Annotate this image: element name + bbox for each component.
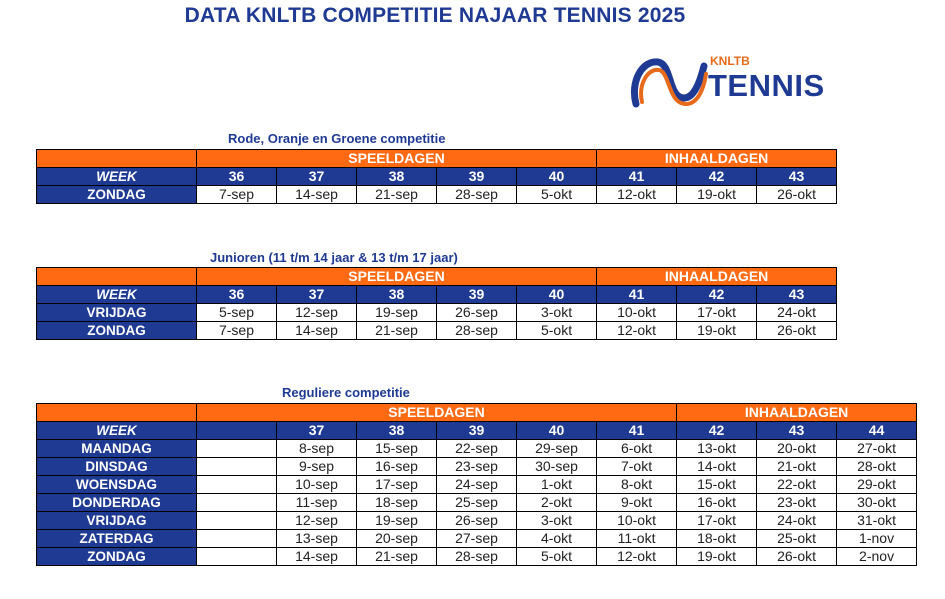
date-cell: 21-sep [357, 186, 437, 204]
date-cell: 20-sep [357, 530, 437, 548]
week-number: 43 [757, 286, 837, 304]
week-number: 41 [597, 168, 677, 186]
date-cell: 5-okt [517, 186, 597, 204]
date-cell: 8-sep [277, 440, 357, 458]
logo-knltb-text: KNLTB [710, 54, 750, 68]
date-cell: 12-okt [597, 322, 677, 340]
date-cell [197, 494, 277, 512]
date-cell: 19-sep [357, 304, 437, 322]
date-cell: 6-okt [597, 440, 677, 458]
day-label: DONDERDAG [37, 494, 197, 512]
date-cell: 26-okt [757, 322, 837, 340]
day-label: ZONDAG [37, 548, 197, 566]
date-cell: 4-okt [517, 530, 597, 548]
header-blank [37, 268, 197, 286]
section1-subtitle: Rode, Oranje en Groene competitie [228, 131, 446, 146]
date-cell: 2-okt [517, 494, 597, 512]
date-cell: 13-okt [677, 440, 757, 458]
week-label: WEEK [37, 286, 197, 304]
week-number: 40 [517, 422, 597, 440]
knltb-swoosh-icon [628, 52, 708, 114]
date-cell: 1-nov [837, 530, 917, 548]
date-cell: 23-sep [437, 458, 517, 476]
week-number: 36 [197, 286, 277, 304]
week-number: 44 [837, 422, 917, 440]
speeldagen-header: SPEELDAGEN [197, 404, 677, 422]
date-cell: 27-sep [437, 530, 517, 548]
table-row [37, 530, 917, 548]
table-row [37, 494, 917, 512]
date-cell: 5-okt [517, 548, 597, 566]
date-cell: 8-okt [597, 476, 677, 494]
date-cell: 7-sep [197, 186, 277, 204]
week-number: 37 [277, 168, 357, 186]
day-label: ZONDAG [37, 322, 197, 340]
date-cell: 18-okt [677, 530, 757, 548]
date-cell: 18-sep [357, 494, 437, 512]
date-cell: 1-okt [517, 476, 597, 494]
date-cell: 14-okt [677, 458, 757, 476]
week-number: 39 [437, 422, 517, 440]
date-cell: 30-sep [517, 458, 597, 476]
date-cell: 30-okt [837, 494, 917, 512]
inhaaldagen-header: INHAALDAGEN [677, 404, 917, 422]
date-cell: 13-sep [277, 530, 357, 548]
date-cell: 5-okt [517, 322, 597, 340]
week-number: 39 [437, 286, 517, 304]
table-row [37, 512, 917, 530]
date-cell: 31-okt [837, 512, 917, 530]
date-cell: 7-sep [197, 322, 277, 340]
date-cell: 19-sep [357, 512, 437, 530]
date-cell: 7-okt [597, 458, 677, 476]
week-number: 37 [277, 422, 357, 440]
date-cell: 12-okt [597, 548, 677, 566]
date-cell: 29-sep [517, 440, 597, 458]
date-cell: 17-okt [677, 512, 757, 530]
page-title: DATA KNLTB COMPETITIE NAJAAR TENNIS 2025 [184, 4, 686, 27]
day-label: DINSDAG [37, 458, 197, 476]
section1-table [36, 149, 837, 204]
week-number: 38 [357, 422, 437, 440]
table-row [37, 186, 837, 204]
header-blank [37, 150, 197, 168]
week-number: 41 [597, 422, 677, 440]
date-cell: 10-okt [597, 304, 677, 322]
date-cell: 19-okt [677, 322, 757, 340]
date-cell: 14-sep [277, 548, 357, 566]
date-cell: 12-sep [277, 512, 357, 530]
date-cell: 25-sep [437, 494, 517, 512]
day-label: VRIJDAG [37, 304, 197, 322]
table-row [37, 304, 837, 322]
date-cell: 17-sep [357, 476, 437, 494]
date-cell: 24-okt [757, 304, 837, 322]
date-cell [197, 458, 277, 476]
table-row [37, 440, 917, 458]
knltb-tennis-logo [628, 52, 825, 114]
week-number: 40 [517, 286, 597, 304]
date-cell: 28-sep [437, 186, 517, 204]
week-number: 38 [357, 286, 437, 304]
inhaaldagen-header: INHAALDAGEN [597, 268, 837, 286]
date-cell: 19-okt [677, 186, 757, 204]
section3-table [36, 403, 917, 566]
date-cell: 23-okt [757, 494, 837, 512]
date-cell: 16-okt [677, 494, 757, 512]
date-cell [197, 476, 277, 494]
date-cell: 12-sep [277, 304, 357, 322]
date-cell: 10-sep [277, 476, 357, 494]
week-number: 42 [677, 286, 757, 304]
week-number: 37 [277, 286, 357, 304]
date-cell [197, 440, 277, 458]
date-cell: 22-okt [757, 476, 837, 494]
table-row [37, 548, 917, 566]
table-row [37, 476, 917, 494]
date-cell: 14-sep [277, 186, 357, 204]
date-cell: 15-sep [357, 440, 437, 458]
week-number: 42 [677, 168, 757, 186]
date-cell: 28-okt [837, 458, 917, 476]
date-cell: 12-okt [597, 186, 677, 204]
date-cell [197, 530, 277, 548]
week-label: WEEK [37, 422, 197, 440]
week-number: 40 [517, 168, 597, 186]
date-cell: 26-okt [757, 186, 837, 204]
section2-subtitle: Junioren (11 t/m 14 jaar & 13 t/m 17 jaar) [210, 250, 458, 265]
date-cell: 9-okt [597, 494, 677, 512]
week-number: 42 [677, 422, 757, 440]
week-number [197, 422, 277, 440]
date-cell: 14-sep [277, 322, 357, 340]
date-cell: 26-okt [757, 548, 837, 566]
inhaaldagen-header: INHAALDAGEN [597, 150, 837, 168]
date-cell: 28-sep [437, 322, 517, 340]
date-cell: 11-okt [597, 530, 677, 548]
date-cell [197, 548, 277, 566]
date-cell: 3-okt [517, 512, 597, 530]
week-number: 41 [597, 286, 677, 304]
day-label: VRIJDAG [37, 512, 197, 530]
week-number: 43 [757, 422, 837, 440]
week-number: 38 [357, 168, 437, 186]
table-row [37, 458, 917, 476]
speeldagen-header: SPEELDAGEN [197, 268, 597, 286]
logo-tennis-text: TENNIS [708, 68, 825, 103]
day-label: ZONDAG [37, 186, 197, 204]
date-cell: 15-okt [677, 476, 757, 494]
date-cell: 26-sep [437, 304, 517, 322]
day-label: ZATERDAG [37, 530, 197, 548]
date-cell: 19-okt [677, 548, 757, 566]
date-cell: 27-okt [837, 440, 917, 458]
week-label: WEEK [37, 168, 197, 186]
date-cell: 20-okt [757, 440, 837, 458]
date-cell: 9-sep [277, 458, 357, 476]
date-cell: 24-sep [437, 476, 517, 494]
header-blank [37, 404, 197, 422]
date-cell: 16-sep [357, 458, 437, 476]
date-cell: 11-sep [277, 494, 357, 512]
date-cell: 26-sep [437, 512, 517, 530]
date-cell [197, 512, 277, 530]
date-cell: 3-okt [517, 304, 597, 322]
date-cell: 2-nov [837, 548, 917, 566]
section2-table [36, 267, 837, 340]
week-number: 36 [197, 168, 277, 186]
week-number: 39 [437, 168, 517, 186]
date-cell: 5-sep [197, 304, 277, 322]
date-cell: 25-okt [757, 530, 837, 548]
table-row [37, 322, 837, 340]
date-cell: 28-sep [437, 548, 517, 566]
section3-subtitle: Reguliere competitie [282, 385, 410, 400]
date-cell: 24-okt [757, 512, 837, 530]
day-label: WOENSDAG [37, 476, 197, 494]
date-cell: 21-okt [757, 458, 837, 476]
speeldagen-header: SPEELDAGEN [197, 150, 597, 168]
date-cell: 10-okt [597, 512, 677, 530]
day-label: MAANDAG [37, 440, 197, 458]
date-cell: 21-sep [357, 548, 437, 566]
week-number: 43 [757, 168, 837, 186]
date-cell: 22-sep [437, 440, 517, 458]
date-cell: 29-okt [837, 476, 917, 494]
date-cell: 21-sep [357, 322, 437, 340]
date-cell: 17-okt [677, 304, 757, 322]
